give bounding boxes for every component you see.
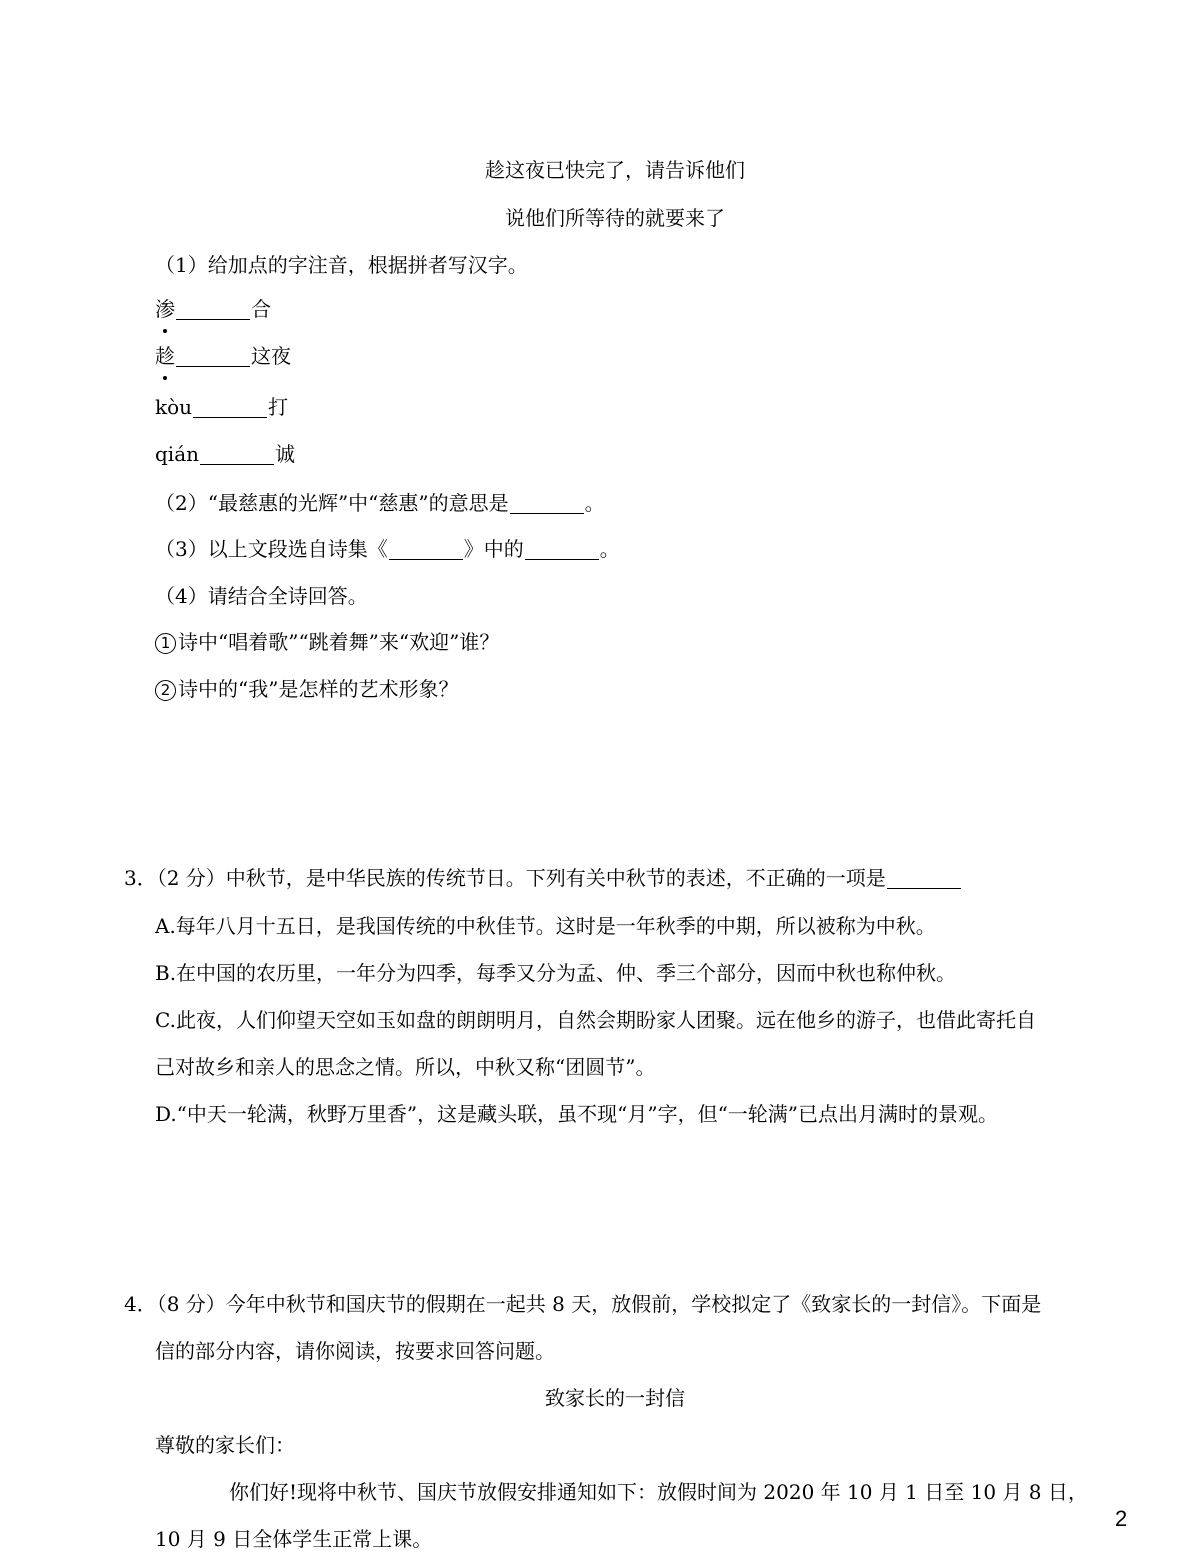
answer-blank[interactable] (525, 539, 599, 560)
q2-sub4-question-1: 1 诗中“唱着歌”“跳着舞”来“欢迎”谁？ (155, 628, 499, 656)
dotted-char: 渗 (155, 297, 175, 321)
q3-option-c-line-1: C.此夜，人们仰望天空如玉如盘的朗朗明月，自然会期盼家人团聚。远在他乡的游子，也借此寄托自 (155, 1008, 1036, 1032)
q4-stem-line-1: 4．（8 分）今年中秋节和国庆节的假期在一起共 8 天，放假前，学校拟定了《致家长的一封信》。下面是 (124, 1292, 1042, 1316)
circled-number: 1 (155, 633, 176, 654)
q3-stem: 3．（2 分）中秋节，是中华民族的传统节日。下列有关中秋节的表述，不正确的一项是 (124, 864, 962, 892)
circled-number: 2 (155, 680, 176, 701)
q2-sub4: （4）请结合全诗回答。 (155, 584, 368, 608)
poem-line-1: 趁这夜已快完了，请告诉他们 (485, 158, 745, 182)
q3-option-d: D.“中天一轮满，秋野万里香”，这是藏头联，虽不现“月”字，但“一轮满”已点出月满时的景观。 (155, 1102, 999, 1126)
q3-option-c-line-2: 己对故乡和亲人的思念之情。所以，中秋又称“团圆节”。 (155, 1055, 656, 1079)
letter-title: 致家长的一封信 (545, 1386, 685, 1410)
q3-option-b: B.在中国的农历里，一年分为四季，每季又分为孟、仲、季三个部分，因而中秋也称仲秋。 (155, 961, 957, 985)
letter-greeting: 尊敬的家长们： (155, 1433, 295, 1457)
dotted-char: 趁 (155, 344, 175, 368)
pinyin-item-1: 渗 合 (155, 297, 271, 321)
answer-blank[interactable] (510, 493, 584, 514)
letter-body-line-2: 10 月 9 日全体学生正常上课。 (155, 1527, 433, 1551)
poem-line-2: 说他们所等待的就要来了 (505, 206, 725, 230)
pinyin-text: qián (155, 442, 200, 466)
pinyin-text: kòu (155, 395, 193, 419)
q3-option-a: A.每年八月十五日，是我国传统的中秋佳节。这时是一年秋季的中期，所以被称为中秋。 (155, 914, 936, 938)
answer-blank[interactable] (887, 868, 961, 889)
letter-body-line-1: 你们好!现将中秋节、国庆节放假安排通知如下：放假时间为 2020 年 10 月 1 日至 10 月 8 日， (229, 1480, 1088, 1504)
q2-sub3: （3）以上文段选自诗集《 》中的 。 (155, 537, 620, 561)
pinyin-item-2: 趁 这夜 (155, 344, 291, 368)
pinyin-item-3: kòu 打 (155, 395, 289, 419)
pinyin-item-4: qián 诚 (155, 442, 296, 466)
answer-blank[interactable] (176, 346, 250, 367)
answer-blank[interactable] (200, 444, 274, 465)
answer-blank[interactable] (176, 299, 250, 320)
answer-blank[interactable] (389, 539, 463, 560)
q4-stem-line-2: 信的部分内容，请你阅读，按要求回答问题。 (155, 1339, 555, 1363)
page-number: 2 (1115, 1506, 1128, 1531)
q2-sub1: （1）给加点的字注音，根据拼者写汉字。 (155, 253, 528, 277)
q2-sub2: （2）“最慈惠的光辉”中“慈惠”的意思是 。 (155, 491, 605, 515)
answer-blank[interactable] (193, 397, 267, 418)
q2-sub4-question-2: 2 诗中的“我”是怎样的艺术形象？ (155, 675, 458, 703)
